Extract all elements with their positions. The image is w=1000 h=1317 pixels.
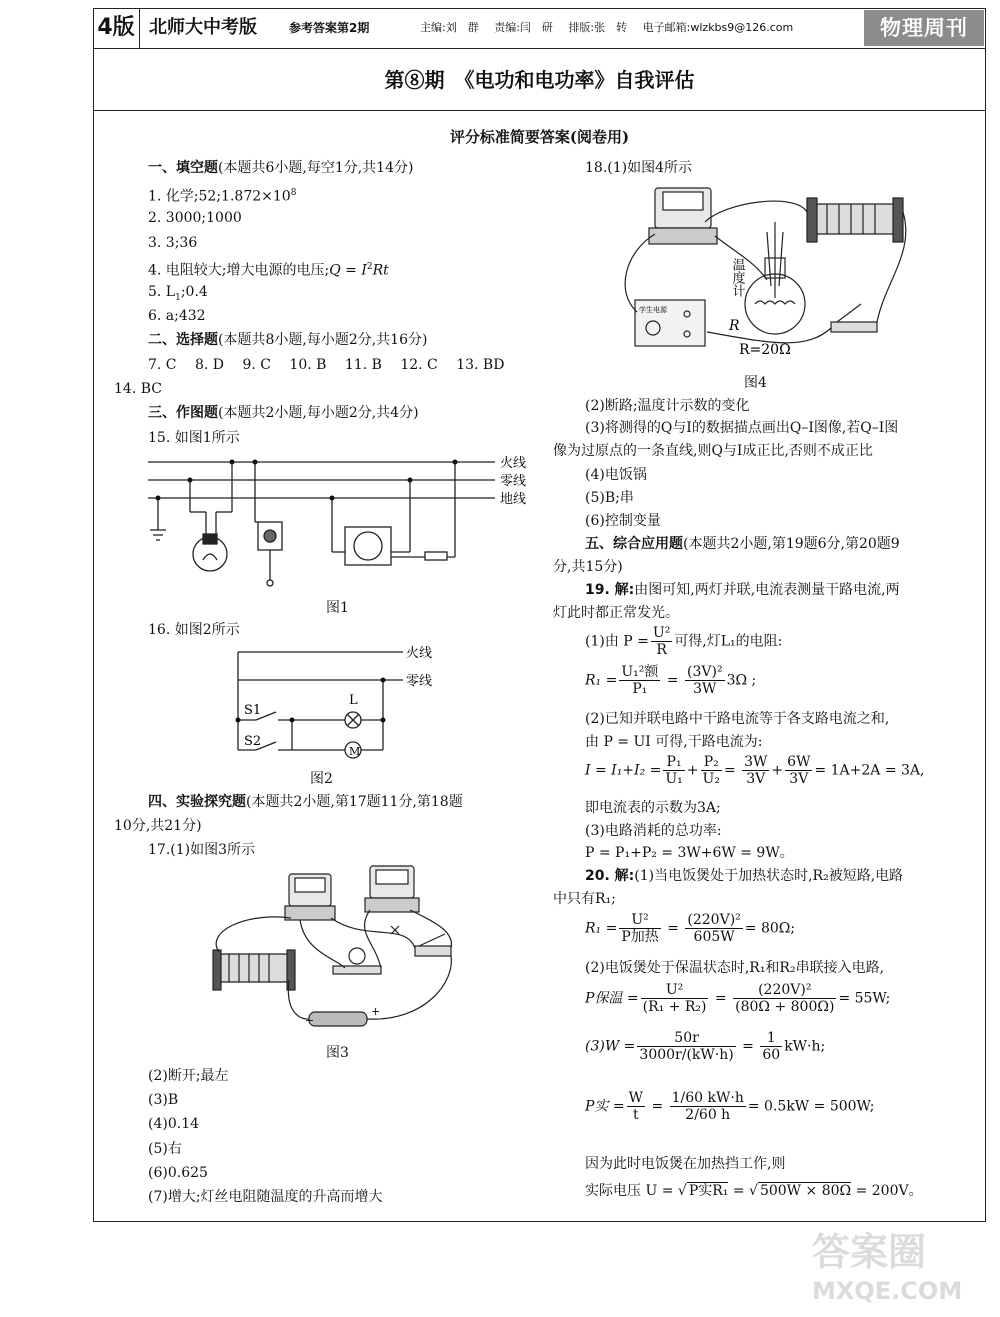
fig4-r-label: R bbox=[729, 318, 740, 334]
q20-part2: (2)电饭煲处于保温状态时,R₁和R₂串联接入电路, bbox=[585, 960, 885, 976]
answer-q17-4: (4)0.14 bbox=[148, 1116, 200, 1132]
page-header bbox=[93, 8, 986, 49]
q19-part3b: P = P₁+P₂ = 3W+6W = 9W。 bbox=[585, 845, 794, 861]
answer-q19-intro: 19. 解:由图可知,两灯并联,电流表测量干路电流,两 bbox=[585, 582, 900, 598]
figure-1-household-circuit bbox=[140, 452, 540, 597]
answer-q2: 2. 3000;1000 bbox=[148, 210, 242, 226]
answer-q18-4: (4)电饭锅 bbox=[585, 467, 647, 483]
watermark-logo bbox=[802, 1217, 982, 1307]
edition-label: 4版 bbox=[93, 8, 140, 48]
answer-q18-2: (2)断路;温度计示数的变化 bbox=[585, 398, 750, 414]
svg-text:−: − bbox=[305, 1014, 315, 1027]
answer-q18-6: (6)控制变量 bbox=[585, 513, 661, 529]
answer-q17-2: (2)断开;最左 bbox=[148, 1068, 229, 1084]
q19-part1: (1)由 P = $\frac{\text{U²}}{R}$ 可得,灯L₁的电阻: bbox=[585, 625, 783, 658]
page-title: 第⑧期 《电功和电功率》自我评估 bbox=[384, 68, 695, 92]
email: 电子邮箱:wlzkbs9@126.com bbox=[642, 21, 794, 34]
figure-1-caption: 图1 bbox=[326, 600, 349, 616]
section-1-heading: 一、填空题(本题共6小题,每空1分,共14分) bbox=[148, 160, 414, 176]
section-3-heading: 三、作图题(本题共2小题,每小题2分,共4分) bbox=[148, 405, 419, 421]
fig4-r-value: R=20Ω bbox=[739, 342, 791, 358]
fig1-neutral-label: 零线 bbox=[500, 474, 527, 489]
q19-part3a: (3)电路消耗的总功率: bbox=[585, 823, 722, 839]
answer-q18-1: 18.(1)如图4所示 bbox=[585, 160, 693, 176]
section-5-heading-cont: 分,共15分) bbox=[553, 559, 623, 575]
fig1-ground-label: 地线 bbox=[500, 492, 527, 507]
figure-3-caption: 图3 bbox=[326, 1045, 349, 1061]
figure-2-caption: 图2 bbox=[310, 771, 333, 787]
answer-q15: 15. 如图1所示 bbox=[148, 430, 240, 446]
answer-q18-3b: 像为过原点的一条直线,则Q与I成正比,否则不成正比 bbox=[553, 443, 873, 459]
chief-editor: 主编:刘 群 bbox=[420, 21, 479, 34]
watermark-text: 答案圈 bbox=[812, 1230, 927, 1274]
q19-part2c: 即电流表的示数为3A; bbox=[585, 800, 721, 816]
q20-power-equation: P保温 = $\frac{\text{U²}}{\text{(R₁ + R₂)}}$ = $\frac{\text{(220V)²}}{(80\Omega + 800\Omega)}$ = 55W; bbox=[585, 982, 891, 1015]
svg-text:+: + bbox=[371, 1005, 381, 1018]
figure-4-caption: 图4 bbox=[744, 375, 767, 391]
answer-q18-3a: (3)将测得的Q与I的数据描点画出Q–I图像,若Q–I图 bbox=[585, 420, 899, 436]
responsible-editor: 责编:闫 研 bbox=[494, 21, 553, 34]
fig2-live-label: 火线 bbox=[406, 646, 433, 661]
staff-credits bbox=[420, 8, 805, 48]
figure-3-experiment bbox=[205, 862, 470, 1042]
layout-editor: 排版:张 转 bbox=[568, 21, 628, 34]
answer-q19-intro-cont: 灯此时都正常发光。 bbox=[553, 605, 679, 621]
choice-answers: 7. C 8. D 9. C 10. B 11. B 12. C 13. BD bbox=[148, 357, 505, 373]
answer-q17-3: (3)B bbox=[148, 1092, 179, 1108]
q19-r1-equation: R₁ = U₁²额 P₁ = $\frac{\text{(3V)²}}{3W}$ 3Ω ; bbox=[585, 664, 757, 697]
q20-actual-power-equation: P实 = $\frac{W}{t}$ = $\frac{1/60 kW\cdot h}{2/60 h}$ = 0.5kW = 500W; bbox=[585, 1090, 875, 1123]
page-subtitle: 评分标准简要答案(阅卷用) bbox=[449, 128, 630, 146]
q20-energy-equation: (3)W = $\frac{50r}{3000r/(kW\cdot h)}$ = $\frac{1}{60}$ kW·h; bbox=[585, 1030, 826, 1063]
fig4-thermometer-label: 温度计 bbox=[729, 258, 745, 297]
fig2-motor-label: M bbox=[349, 745, 361, 758]
answer-q17-1: 17.(1)如图3所示 bbox=[148, 842, 256, 858]
answer-q4: 4. 电阻较大;增大电源的电压;Q = $I^2Rt$ bbox=[148, 262, 389, 279]
section-4-heading-cont: 10分,共21分) bbox=[114, 818, 202, 834]
answer-q18-5: (5)B;串 bbox=[585, 490, 634, 506]
q19-part2b: 由 P = UI 可得,干路电流为: bbox=[585, 734, 763, 750]
fig2-s1-label: S1 bbox=[244, 703, 262, 718]
answer-q20-intro-cont: 中只有R₁; bbox=[553, 891, 616, 907]
answer-q17-7: (7)增大;灯丝电阻随温度的升高而增大 bbox=[148, 1189, 383, 1205]
q19-current-equation: I = I₁+I₂ = $\frac{\text{P₁}}{\text{U₁}}$ + $\frac{\text{P₂}}{\text{U₂}}$ = $\frac{3W}{3V}$ + $\frac{6W}{3V}$ = 1A+2A = 3A, bbox=[585, 754, 925, 787]
publication-name: 北师大中考版 bbox=[149, 17, 257, 38]
title-row bbox=[93, 48, 986, 111]
figure-2-circuit bbox=[228, 642, 448, 767]
section-4-heading: 四、实验探究题(本题共2小题,第17题11分,第18题 bbox=[148, 794, 463, 810]
figure-4-experiment bbox=[615, 182, 985, 372]
answer-q3: 3. 3;36 bbox=[148, 235, 198, 251]
answer-q14: 14. BC bbox=[114, 381, 162, 397]
section-5-heading: 五、综合应用题(本题共2小题,第19题6分,第20题9 bbox=[585, 536, 900, 552]
answer-q1: 1. 化学$;52;1.872\times 10^8$ bbox=[148, 188, 297, 205]
issue-label: 参考答案第2期 bbox=[289, 21, 370, 35]
answer-q20-intro: 20. 解:(1)当电饭煲处于加热状态时,R₂被短路,电路 bbox=[585, 868, 904, 884]
fig4-supply-label: 学生电源 bbox=[639, 306, 667, 314]
q20-voltage-equation: 实际电压 U = √ P实R₁ = √ 500W × 80Ω = 200V。 bbox=[585, 1183, 923, 1199]
section-2-heading: 二、选择题(本题共8小题,每小题2分,共16分) bbox=[148, 332, 428, 348]
answer-q5: 5. $L_1;0.4$ bbox=[148, 284, 208, 303]
answer-q17-5: (5)右 bbox=[148, 1141, 182, 1157]
q20-part4: 因为此时电饭煲在加热挡工作,则 bbox=[585, 1156, 786, 1172]
fig2-s2-label: S2 bbox=[244, 734, 262, 749]
fig2-neutral-label: 零线 bbox=[406, 674, 433, 689]
q20-r1-equation: R₁ = U² P加热 = $\frac{\text{(220V)²}}{605W}$ = 80Ω; bbox=[585, 912, 796, 945]
answer-q6: 6. a;432 bbox=[148, 308, 206, 324]
q19-part2a: (2)已知并联电路中干路电流等于各支路电流之和, bbox=[585, 711, 890, 727]
brand-badge: 物理周刊 bbox=[864, 10, 984, 46]
fig2-lamp-label: L bbox=[349, 693, 358, 708]
answer-q17-6: (6)0.625 bbox=[148, 1165, 208, 1181]
watermark-url: MXQE.COM bbox=[812, 1277, 963, 1305]
answer-q16: 16. 如图2所示 bbox=[148, 622, 240, 638]
fig1-live-label: 火线 bbox=[500, 456, 527, 471]
